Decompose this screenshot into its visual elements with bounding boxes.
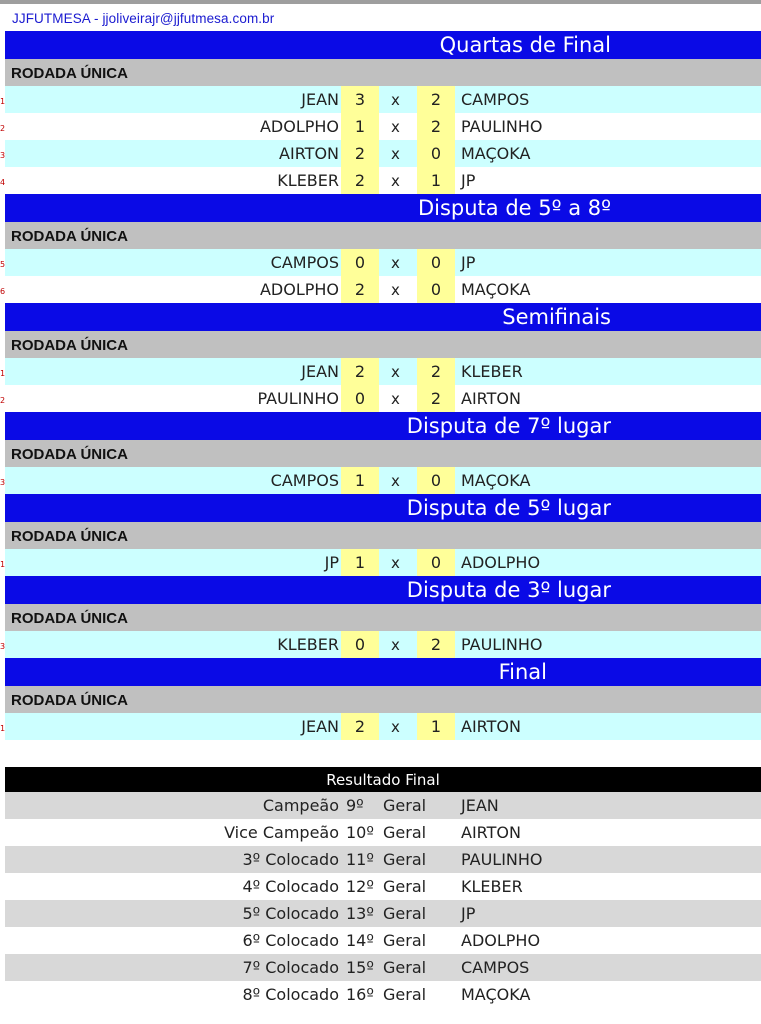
away-score-cell[interactable]: 2	[417, 631, 455, 658]
versus-mark: x	[391, 554, 400, 572]
row-background	[5, 385, 761, 412]
overall-label: Geral	[383, 850, 427, 869]
overall-label: Geral	[383, 958, 427, 977]
final-position: 4º Colocado	[242, 877, 339, 896]
away-player: PAULINHO	[461, 635, 543, 654]
round-label: RODADA ÚNICA	[5, 440, 761, 467]
away-player: AIRTON	[461, 389, 521, 408]
spacer	[0, 740, 761, 767]
round-label: RODADA ÚNICA	[5, 222, 761, 249]
match-row	[0, 549, 761, 576]
row-background	[5, 631, 761, 658]
final-position: Campeão	[262, 796, 339, 815]
home-player: JEAN	[301, 717, 339, 736]
away-player: MAÇOKA	[461, 144, 531, 163]
away-score-cell[interactable]: 0	[417, 140, 455, 167]
row-background	[5, 549, 761, 576]
row-background	[5, 167, 761, 194]
home-player: CAMPOS	[270, 471, 339, 490]
round-label: RODADA ÚNICA	[5, 522, 761, 549]
home-player: AIRTON	[279, 144, 339, 163]
match-row	[0, 358, 761, 385]
home-player: CAMPOS	[270, 253, 339, 272]
away-score-cell[interactable]: 1	[417, 167, 455, 194]
stage-banner: Disputa de 5º a 8º	[5, 194, 761, 222]
player-name: JP	[461, 904, 476, 923]
overall-label: Geral	[383, 796, 427, 815]
row-background	[5, 249, 761, 276]
results-row	[0, 873, 761, 900]
final-position: Vice Campeão	[224, 823, 339, 842]
versus-mark: x	[391, 172, 400, 190]
versus-mark: x	[391, 718, 400, 736]
final-position: 8º Colocado	[242, 985, 339, 1004]
away-score-cell[interactable]: 2	[417, 113, 455, 140]
player-name: PAULINHO	[461, 850, 543, 869]
match-number: 1	[0, 97, 6, 106]
home-score-cell[interactable]: 0	[341, 631, 379, 658]
match-number: 4	[0, 178, 6, 187]
versus-mark: x	[391, 145, 400, 163]
versus-mark: x	[391, 281, 400, 299]
overall-rank: 16º	[346, 985, 374, 1004]
home-player: JP	[324, 553, 339, 572]
away-player: MAÇOKA	[461, 280, 531, 299]
stage-banner: Semifinais	[5, 303, 761, 331]
match-number: 2	[0, 396, 6, 405]
match-row	[0, 249, 761, 276]
results-title: Resultado Final	[5, 767, 761, 792]
match-number: 1	[0, 560, 6, 569]
bracket-sheet	[0, 31, 761, 1008]
home-score-cell[interactable]: 2	[341, 167, 379, 194]
match-number: 1	[0, 369, 6, 378]
results-row	[0, 981, 761, 1008]
match-row	[0, 385, 761, 412]
away-player: CAMPOS	[461, 90, 530, 109]
versus-mark: x	[391, 118, 400, 136]
home-score-cell[interactable]: 2	[341, 713, 379, 740]
versus-mark: x	[391, 472, 400, 490]
home-score-cell[interactable]: 0	[341, 249, 379, 276]
match-number: 3	[0, 642, 6, 651]
away-score-cell[interactable]: 2	[417, 358, 455, 385]
player-name: CAMPOS	[461, 958, 530, 977]
away-score-cell[interactable]: 0	[417, 249, 455, 276]
overall-label: Geral	[383, 985, 427, 1004]
away-player: AIRTON	[461, 717, 521, 736]
home-score-cell[interactable]: 2	[341, 140, 379, 167]
overall-label: Geral	[383, 931, 427, 950]
final-position: 3º Colocado	[242, 850, 339, 869]
results-row	[0, 900, 761, 927]
away-player: JP	[461, 253, 476, 272]
row-background	[5, 86, 761, 113]
row-background	[5, 713, 761, 740]
match-row	[0, 276, 761, 303]
overall-rank: 12º	[346, 877, 374, 896]
match-row	[0, 113, 761, 140]
versus-mark: x	[391, 636, 400, 654]
home-score-cell[interactable]: 2	[341, 276, 379, 303]
round-label: RODADA ÚNICA	[5, 686, 761, 713]
match-row	[0, 713, 761, 740]
overall-label: Geral	[383, 823, 427, 842]
match-row	[0, 86, 761, 113]
round-label: RODADA ÚNICA	[5, 604, 761, 631]
overall-label: Geral	[383, 877, 427, 896]
away-player: ADOLPHO	[461, 553, 541, 572]
results-row	[0, 954, 761, 981]
home-player: PAULINHO	[257, 389, 339, 408]
overall-label: Geral	[383, 904, 427, 923]
overall-rank: 14º	[346, 931, 374, 950]
away-score-cell[interactable]: 0	[417, 276, 455, 303]
home-score-cell[interactable]: 3	[341, 86, 379, 113]
player-name: KLEBER	[461, 877, 523, 896]
match-number: 6	[0, 287, 6, 296]
match-row	[0, 140, 761, 167]
row-background	[5, 140, 761, 167]
results-row	[0, 846, 761, 873]
results-row	[0, 927, 761, 954]
player-name: JEAN	[461, 796, 499, 815]
results-row	[0, 792, 761, 819]
home-score-cell[interactable]: 1	[341, 549, 379, 576]
player-name: ADOLPHO	[461, 931, 541, 950]
away-score-cell[interactable]: 2	[417, 86, 455, 113]
match-row	[0, 167, 761, 194]
overall-rank: 13º	[346, 904, 374, 923]
match-row	[0, 631, 761, 658]
match-row	[0, 467, 761, 494]
overall-rank: 10º	[346, 823, 374, 842]
stage-banner: Disputa de 7º lugar	[5, 412, 761, 440]
match-number: 1	[0, 724, 6, 733]
match-number: 5	[0, 260, 6, 269]
home-player: JEAN	[301, 90, 339, 109]
player-name: MAÇOKA	[461, 985, 531, 1004]
versus-mark: x	[391, 254, 400, 272]
home-player: KLEBER	[277, 171, 339, 190]
away-score-cell[interactable]: 0	[417, 549, 455, 576]
away-player: JP	[461, 171, 476, 190]
home-score-cell[interactable]: 2	[341, 358, 379, 385]
home-player: ADOLPHO	[259, 117, 339, 136]
stage-banner: Quartas de Final	[5, 31, 761, 59]
versus-mark: x	[391, 390, 400, 408]
away-player: MAÇOKA	[461, 471, 531, 490]
row-background	[5, 113, 761, 140]
final-position: 5º Colocado	[242, 904, 339, 923]
row-background	[5, 467, 761, 494]
away-score-cell[interactable]: 1	[417, 713, 455, 740]
round-label: RODADA ÚNICA	[5, 331, 761, 358]
final-position: 6º Colocado	[242, 931, 339, 950]
overall-rank: 15º	[346, 958, 374, 977]
home-score-cell[interactable]: 1	[341, 113, 379, 140]
away-score-cell[interactable]: 2	[417, 385, 455, 412]
overall-rank: 9º	[346, 796, 364, 815]
home-player: KLEBER	[277, 635, 339, 654]
home-player: JEAN	[301, 362, 339, 381]
site-header-link[interactable]: JJFUTMESA - jjoliveirajr@jjfutmesa.com.br	[12, 11, 275, 26]
away-score-cell[interactable]: 0	[417, 467, 455, 494]
final-position: 7º Colocado	[242, 958, 339, 977]
away-player: PAULINHO	[461, 117, 543, 136]
stage-banner: Disputa de 3º lugar	[5, 576, 761, 604]
home-player: ADOLPHO	[259, 280, 339, 299]
row-background	[5, 276, 761, 303]
match-number: 3	[0, 151, 6, 160]
home-score-cell[interactable]: 1	[341, 467, 379, 494]
row-background	[5, 358, 761, 385]
versus-mark: x	[391, 363, 400, 381]
match-number: 3	[0, 478, 6, 487]
versus-mark: x	[391, 91, 400, 109]
stage-banner: Final	[5, 658, 761, 686]
home-score-cell[interactable]: 0	[341, 385, 379, 412]
stage-banner: Disputa de 5º lugar	[5, 494, 761, 522]
results-row	[0, 819, 761, 846]
overall-rank: 11º	[346, 850, 374, 869]
top-border	[0, 0, 761, 4]
match-number: 2	[0, 124, 6, 133]
player-name: AIRTON	[461, 823, 521, 842]
away-player: KLEBER	[461, 362, 523, 381]
round-label: RODADA ÚNICA	[5, 59, 761, 86]
